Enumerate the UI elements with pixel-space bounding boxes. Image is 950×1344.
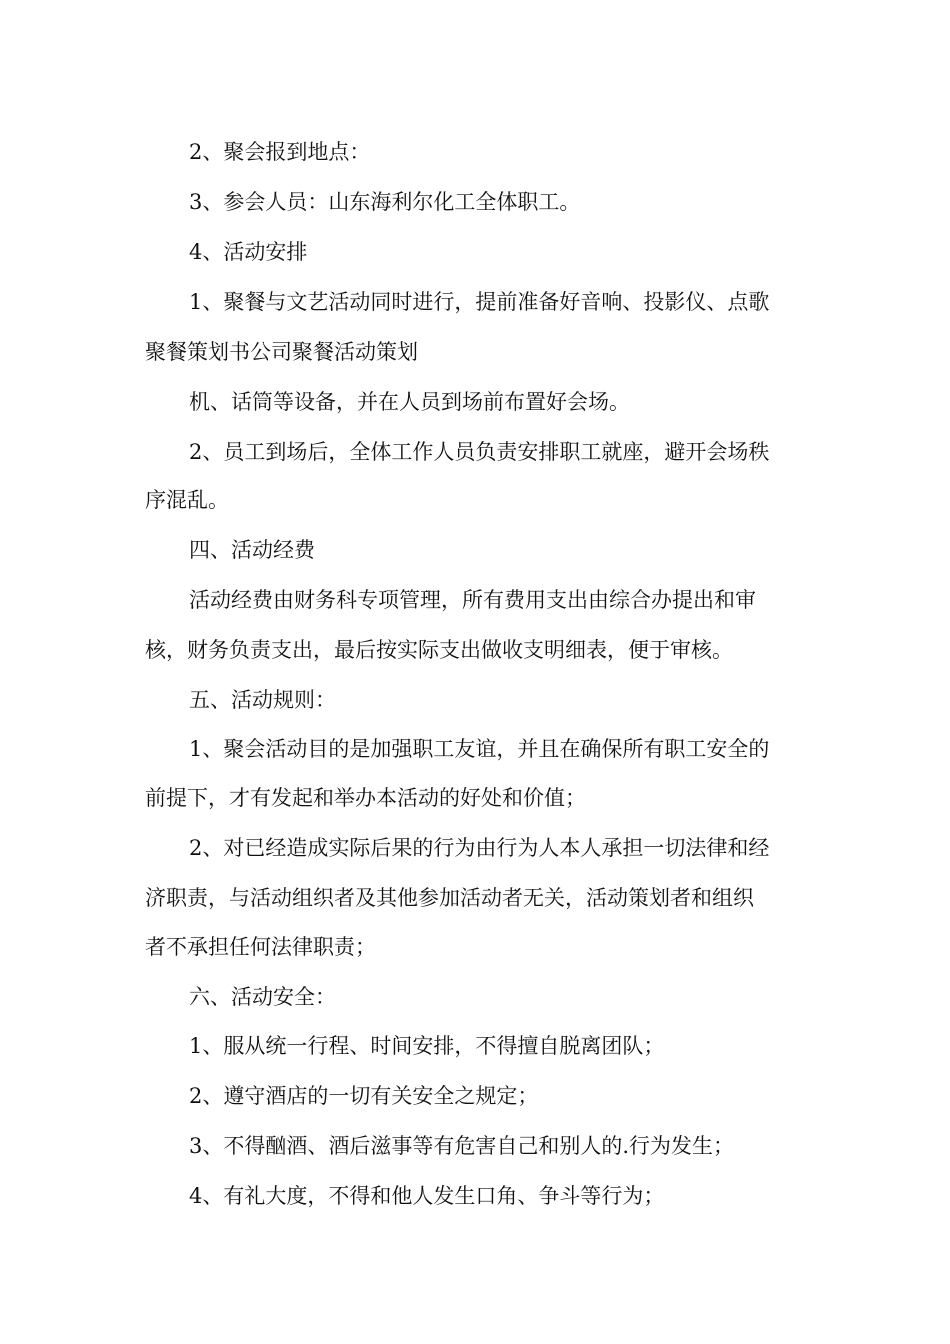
text-line: 2、遵守酒店的一切有关安全之规定； [189,1084,539,1108]
text-line: 2、员工到场后，全体工作人员负责安排职工就座，避开会场秩 [189,440,770,464]
section-heading: 五、活动规则： [189,688,336,712]
text-line: 1、聚会活动目的是加强职工友谊，并且在确保所有职工安全的 [189,737,770,761]
text-line: 2、对已经造成实际后果的行为由行为人本人承担一切法律和经 [189,836,770,860]
text-line: 聚餐策划书公司聚餐活动策划 [145,340,418,364]
text-line: 4、活动安排 [189,240,308,264]
text-line: 机、话筒等设备，并在人员到场前布置好会场。 [189,390,630,414]
text-line: 1、服从统一行程、时间安排，不得擅自脱离团队； [189,1034,665,1058]
section-heading: 四、活动经费 [189,538,315,562]
text-line: 3、不得酗酒、酒后滋事等有危害自己和别人的.行为发生； [189,1134,735,1158]
text-line: 2、聚会报到地点： [189,140,371,164]
text-line: 序混乱。 [145,488,229,512]
text-line: 1、聚餐与文艺活动同时进行，提前准备好音响、投影仪、点歌 [189,290,770,314]
text-line: 4、有礼大度，不得和他人发生口角、争斗等行为； [189,1184,665,1208]
text-line: 活动经费由财务科专项管理，所有费用支出由综合办提出和审 [189,588,756,612]
section-heading: 六、活动安全： [189,985,336,1009]
text-line: 3、参会人员：山东海利尔化工全体职工。 [189,190,581,214]
text-line: 者不承担任何法律职责； [145,935,376,959]
text-line: 济职责，与活动组织者及其他参加活动者无关，活动策划者和组织 [145,886,754,910]
text-line: 核，财务负责支出，最后按实际支出做收支明细表，便于审核。 [145,638,733,662]
text-line: 前提下，才有发起和举办本活动的好处和价值； [145,786,586,810]
